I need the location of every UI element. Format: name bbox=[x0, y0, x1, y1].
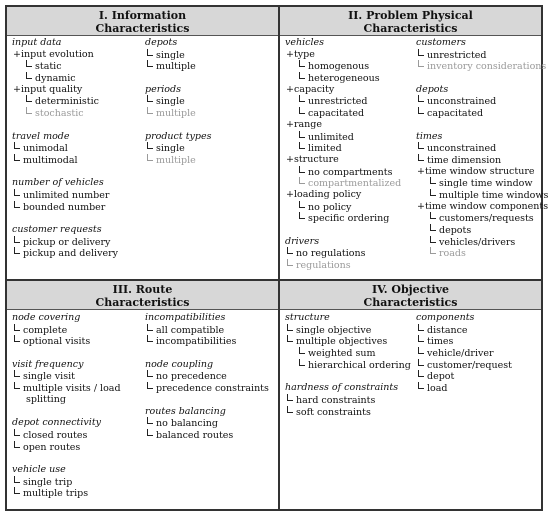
option-text: vehicles/drivers bbox=[439, 236, 516, 248]
category-label: input data bbox=[12, 37, 62, 48]
option-text: customers/requests bbox=[439, 213, 534, 225]
option-text: closed routes bbox=[23, 429, 88, 441]
option-text: single objective bbox=[296, 324, 372, 336]
group-spacer bbox=[145, 119, 211, 131]
option-text: precedence constraints bbox=[156, 383, 269, 395]
header-title: II. Problem Physical bbox=[348, 9, 473, 22]
header-subtitle: Characteristics bbox=[95, 296, 190, 309]
option-item bbox=[285, 324, 411, 336]
option-text: multiple objectives bbox=[296, 336, 388, 348]
option-item bbox=[12, 107, 118, 119]
tree-connector-icon bbox=[14, 476, 20, 483]
option-item bbox=[416, 347, 512, 359]
tree-connector-icon bbox=[287, 406, 293, 413]
option-item bbox=[416, 107, 548, 119]
option-item bbox=[12, 142, 118, 154]
option-item bbox=[145, 324, 269, 336]
tree-connector-icon bbox=[26, 107, 32, 114]
option-text: pickup and delivery bbox=[23, 248, 118, 260]
option-item bbox=[145, 429, 269, 441]
option-text: weighted sum bbox=[308, 348, 376, 360]
option-text: +time window components bbox=[417, 200, 549, 212]
option-item bbox=[145, 95, 211, 107]
option-item bbox=[285, 212, 401, 224]
option-item bbox=[12, 49, 118, 61]
tree-connector-icon bbox=[147, 382, 153, 389]
header-route bbox=[7, 281, 278, 310]
tree-connector-icon bbox=[418, 335, 424, 342]
option-item bbox=[12, 236, 118, 248]
option-text: time dimension bbox=[427, 154, 502, 166]
option-text: optional visits bbox=[23, 336, 91, 348]
option-item bbox=[145, 154, 211, 166]
option-text: distance bbox=[427, 324, 468, 336]
category-label: vehicle use bbox=[12, 463, 66, 475]
option-text: +capacity bbox=[286, 83, 335, 95]
option-text: unconstrained bbox=[427, 96, 497, 108]
tree-connector-icon bbox=[299, 347, 305, 354]
tree-connector-icon bbox=[430, 247, 436, 254]
option-text: compartmentalized bbox=[308, 178, 402, 190]
group-spacer bbox=[12, 119, 118, 131]
option-text: capacitated bbox=[427, 108, 484, 120]
tree-connector-icon bbox=[14, 236, 20, 243]
option-text: +range bbox=[286, 118, 322, 130]
option-item bbox=[285, 406, 411, 418]
option-item bbox=[145, 107, 211, 119]
category-column bbox=[285, 312, 411, 417]
tree-connector-icon bbox=[147, 370, 153, 377]
option-item bbox=[285, 60, 401, 72]
option-text: dynamic bbox=[35, 73, 76, 85]
category-label: drivers bbox=[285, 235, 320, 247]
option-item bbox=[12, 335, 121, 347]
group-spacer bbox=[12, 452, 121, 464]
option-text: single bbox=[156, 49, 185, 61]
tree-connector-icon bbox=[147, 95, 153, 102]
category-label: vehicles bbox=[285, 37, 325, 48]
category-column bbox=[145, 312, 269, 441]
option-item bbox=[285, 247, 401, 259]
option-text: pickup or delivery bbox=[23, 236, 111, 248]
option-item bbox=[416, 370, 512, 382]
category-column bbox=[12, 312, 121, 499]
option-item bbox=[12, 370, 121, 382]
option-item bbox=[285, 177, 401, 189]
tree-connector-icon bbox=[147, 60, 153, 67]
option-item bbox=[416, 324, 512, 336]
tree-connector-icon bbox=[14, 487, 20, 494]
option-item bbox=[285, 119, 401, 131]
option-item bbox=[12, 154, 118, 166]
header-physical bbox=[280, 7, 541, 36]
tree-connector-icon bbox=[26, 60, 32, 67]
option-text: multiple bbox=[156, 154, 196, 166]
tree-connector-icon bbox=[14, 382, 20, 389]
option-item bbox=[285, 131, 401, 143]
option-item bbox=[285, 142, 401, 154]
category-label: incompatibilities bbox=[145, 312, 226, 323]
option-item bbox=[416, 142, 548, 154]
header-subtitle: Characteristics bbox=[363, 296, 458, 309]
category-label: structure bbox=[285, 312, 330, 323]
tree-connector-icon bbox=[299, 107, 305, 114]
option-text: multiple bbox=[156, 108, 196, 120]
option-item bbox=[416, 177, 548, 189]
option-text: unconstrained bbox=[427, 143, 497, 155]
category-label: travel mode bbox=[12, 130, 70, 142]
option-item bbox=[12, 324, 121, 336]
option-item bbox=[285, 201, 401, 213]
option-item bbox=[416, 154, 548, 166]
option-item bbox=[416, 166, 548, 178]
tree-connector-icon bbox=[418, 142, 424, 149]
option-text: soft constraints bbox=[296, 406, 371, 418]
option-item bbox=[416, 335, 512, 347]
tree-connector-icon bbox=[299, 60, 305, 67]
option-text: unrestricted bbox=[427, 49, 487, 61]
group-spacer bbox=[416, 72, 548, 84]
option-text: depot bbox=[427, 371, 455, 383]
group-spacer bbox=[285, 224, 401, 236]
header-information bbox=[7, 7, 278, 36]
tree-connector-icon bbox=[147, 324, 153, 331]
option-text: stochastic bbox=[35, 108, 84, 120]
tree-connector-icon bbox=[14, 247, 20, 254]
category-label: product types bbox=[145, 130, 212, 142]
tree-connector-icon bbox=[287, 259, 293, 266]
tree-connector-icon bbox=[430, 236, 436, 243]
option-text: regulations bbox=[296, 260, 351, 272]
tree-connector-icon bbox=[26, 72, 32, 79]
header-title: IV. Objective bbox=[371, 283, 450, 296]
category-label: customer requests bbox=[12, 224, 102, 235]
option-item bbox=[285, 84, 401, 96]
option-item bbox=[416, 247, 548, 259]
group-spacer bbox=[416, 119, 548, 131]
option-text: load bbox=[427, 383, 448, 395]
category-label: times bbox=[416, 130, 443, 142]
tree-connector-icon bbox=[14, 154, 20, 161]
category-label: node covering bbox=[12, 312, 81, 323]
option-text: incompatibilities bbox=[156, 336, 237, 348]
option-text: no precedence bbox=[156, 371, 227, 383]
tree-connector-icon bbox=[14, 335, 20, 342]
option-text: unimodal bbox=[23, 143, 68, 155]
category-label: hardness of constraints bbox=[285, 382, 399, 394]
option-item bbox=[285, 394, 411, 406]
category-label: depots bbox=[145, 37, 178, 48]
option-item bbox=[12, 72, 118, 84]
option-text: balanced routes bbox=[156, 429, 234, 441]
option-text: multiple visits / load bbox=[23, 383, 121, 395]
option-item bbox=[416, 359, 512, 371]
option-item bbox=[12, 487, 121, 499]
option-item bbox=[285, 359, 411, 371]
header-title: I. Information bbox=[98, 9, 187, 22]
category-column bbox=[416, 312, 512, 394]
tree-connector-icon bbox=[299, 142, 305, 149]
option-item bbox=[12, 476, 121, 488]
option-text: multiple bbox=[156, 61, 196, 73]
option-text: all compatible bbox=[156, 324, 225, 336]
header-subtitle: Characteristics bbox=[363, 22, 458, 35]
option-text: multiple trips bbox=[23, 488, 89, 500]
tree-connector-icon bbox=[299, 212, 305, 219]
tree-connector-icon bbox=[147, 107, 153, 114]
option-text: vehicle/driver bbox=[427, 348, 494, 360]
option-text: deterministic bbox=[35, 96, 99, 108]
option-text: depots bbox=[439, 225, 472, 236]
tree-connector-icon bbox=[299, 131, 305, 138]
option-item bbox=[12, 84, 118, 96]
option-text: homogenous bbox=[308, 61, 370, 73]
option-item bbox=[145, 382, 269, 394]
option-text: +input quality bbox=[13, 83, 83, 95]
option-text: +structure bbox=[286, 153, 339, 165]
option-item bbox=[12, 429, 121, 441]
option-item bbox=[285, 95, 401, 107]
tree-connector-icon bbox=[147, 417, 153, 424]
option-item bbox=[145, 60, 211, 72]
tree-connector-icon bbox=[147, 335, 153, 342]
option-text: single bbox=[156, 96, 185, 108]
option-text: bounded number bbox=[23, 201, 106, 213]
option-item bbox=[285, 166, 401, 178]
option-item bbox=[145, 370, 269, 382]
option-item bbox=[285, 107, 401, 119]
category-label: node coupling bbox=[145, 358, 214, 370]
option-text: multiple time windows bbox=[439, 189, 549, 201]
tree-connector-icon bbox=[14, 370, 20, 377]
option-text: +input evolution bbox=[13, 48, 94, 60]
option-text: open routes bbox=[23, 441, 81, 453]
option-text: no balancing bbox=[156, 418, 218, 430]
group-spacer bbox=[145, 394, 269, 406]
tree-connector-icon bbox=[26, 95, 32, 102]
header-title: III. Route bbox=[112, 283, 173, 296]
tree-connector-icon bbox=[147, 429, 153, 436]
tree-connector-icon bbox=[430, 177, 436, 184]
option-text: customer/request bbox=[427, 359, 512, 371]
group-spacer bbox=[12, 212, 118, 224]
tree-connector-icon bbox=[147, 154, 153, 161]
option-text: limited bbox=[308, 143, 342, 155]
tree-connector-icon bbox=[299, 72, 305, 79]
option-item bbox=[416, 236, 548, 248]
option-item bbox=[285, 72, 401, 84]
tree-connector-icon bbox=[287, 394, 293, 401]
taxonomy-table bbox=[5, 5, 549, 511]
category-label: depots bbox=[416, 83, 449, 95]
group-spacer bbox=[12, 347, 121, 359]
option-item bbox=[285, 347, 411, 359]
option-text: single bbox=[156, 143, 185, 155]
category-label: depot connectivity bbox=[12, 417, 102, 429]
option-item bbox=[12, 247, 118, 259]
option-item bbox=[12, 382, 121, 394]
option-text: unlimited bbox=[308, 131, 354, 143]
option-item bbox=[12, 60, 118, 72]
option-item bbox=[145, 335, 269, 347]
category-label: visit frequency bbox=[12, 358, 84, 370]
category-column bbox=[285, 37, 401, 271]
option-item bbox=[12, 189, 118, 201]
tree-connector-icon bbox=[147, 142, 153, 149]
option-text: no regulations bbox=[296, 248, 366, 260]
option-item bbox=[285, 335, 411, 347]
header-subtitle: Characteristics bbox=[95, 22, 190, 35]
option-text: single trip bbox=[23, 476, 73, 488]
tree-connector-icon bbox=[147, 49, 153, 56]
tree-connector-icon bbox=[299, 166, 305, 173]
tree-connector-icon bbox=[418, 359, 424, 366]
tree-connector-icon bbox=[418, 60, 424, 67]
option-text: unlimited number bbox=[23, 189, 110, 201]
tree-connector-icon bbox=[299, 201, 305, 208]
option-text: hierarchical ordering bbox=[308, 359, 411, 371]
tree-connector-icon bbox=[418, 95, 424, 102]
tree-connector-icon bbox=[418, 370, 424, 377]
option-item bbox=[12, 394, 121, 406]
option-text: +loading policy bbox=[286, 188, 362, 200]
header-objective bbox=[280, 281, 541, 310]
tree-connector-icon bbox=[418, 347, 424, 354]
option-text: single visit bbox=[23, 371, 75, 383]
category-column bbox=[416, 37, 548, 259]
option-text: capacitated bbox=[308, 108, 365, 120]
option-item bbox=[145, 142, 211, 154]
tree-connector-icon bbox=[287, 335, 293, 342]
option-item bbox=[285, 154, 401, 166]
option-text: times bbox=[427, 336, 454, 348]
option-text: specific ordering bbox=[308, 213, 390, 225]
option-item bbox=[416, 49, 548, 61]
tree-connector-icon bbox=[14, 201, 20, 208]
option-item bbox=[145, 49, 211, 61]
option-text: complete bbox=[23, 324, 68, 336]
option-text: splitting bbox=[26, 393, 66, 405]
tree-connector-icon bbox=[430, 212, 436, 219]
option-text: no compartments bbox=[308, 166, 393, 178]
tree-connector-icon bbox=[287, 324, 293, 331]
tree-connector-icon bbox=[14, 142, 20, 149]
option-item bbox=[416, 382, 512, 394]
group-spacer bbox=[12, 166, 118, 178]
group-spacer bbox=[145, 347, 269, 359]
option-text: inventory considerations bbox=[427, 61, 547, 73]
category-label: periods bbox=[145, 83, 181, 95]
category-label: routes balancing bbox=[145, 405, 226, 417]
option-text: hard constraints bbox=[296, 394, 376, 406]
vertical-divider bbox=[278, 7, 280, 509]
tree-connector-icon bbox=[418, 107, 424, 114]
option-item bbox=[285, 189, 401, 201]
tree-connector-icon bbox=[299, 177, 305, 184]
option-item bbox=[416, 224, 548, 236]
option-text: no policy bbox=[308, 201, 352, 213]
option-item bbox=[416, 189, 548, 201]
option-item bbox=[12, 201, 118, 213]
option-item bbox=[416, 201, 548, 213]
category-column bbox=[145, 37, 211, 166]
tree-connector-icon bbox=[14, 429, 20, 436]
tree-connector-icon bbox=[418, 154, 424, 161]
option-text: roads bbox=[439, 248, 466, 260]
category-label: customers bbox=[416, 37, 466, 48]
option-item bbox=[285, 49, 401, 61]
group-spacer bbox=[12, 406, 121, 418]
option-item bbox=[285, 259, 401, 271]
tree-connector-icon bbox=[299, 95, 305, 102]
group-spacer bbox=[285, 370, 411, 382]
category-column bbox=[12, 37, 118, 259]
tree-connector-icon bbox=[14, 324, 20, 331]
option-text: unrestricted bbox=[308, 96, 368, 108]
option-item bbox=[416, 60, 548, 72]
tree-connector-icon bbox=[430, 189, 436, 196]
option-item bbox=[416, 212, 548, 224]
group-spacer bbox=[145, 72, 211, 84]
tree-connector-icon bbox=[299, 359, 305, 366]
tree-connector-icon bbox=[418, 382, 424, 389]
tree-connector-icon bbox=[287, 247, 293, 254]
option-text: multimodal bbox=[23, 154, 78, 166]
option-item bbox=[12, 95, 118, 107]
option-text: heterogeneous bbox=[308, 73, 380, 85]
option-item bbox=[416, 95, 548, 107]
option-text: static bbox=[35, 61, 62, 73]
tree-connector-icon bbox=[418, 49, 424, 56]
option-item bbox=[12, 441, 121, 453]
option-text: single time window bbox=[439, 178, 533, 190]
tree-connector-icon bbox=[14, 189, 20, 196]
tree-connector-icon bbox=[14, 441, 20, 448]
option-item bbox=[145, 417, 269, 429]
category-label: number of vehicles bbox=[12, 177, 104, 189]
option-text: +time window structure bbox=[417, 165, 535, 177]
tree-connector-icon bbox=[430, 224, 436, 231]
option-text: +type bbox=[286, 48, 315, 60]
category-label: components bbox=[416, 312, 475, 323]
tree-connector-icon bbox=[418, 324, 424, 331]
